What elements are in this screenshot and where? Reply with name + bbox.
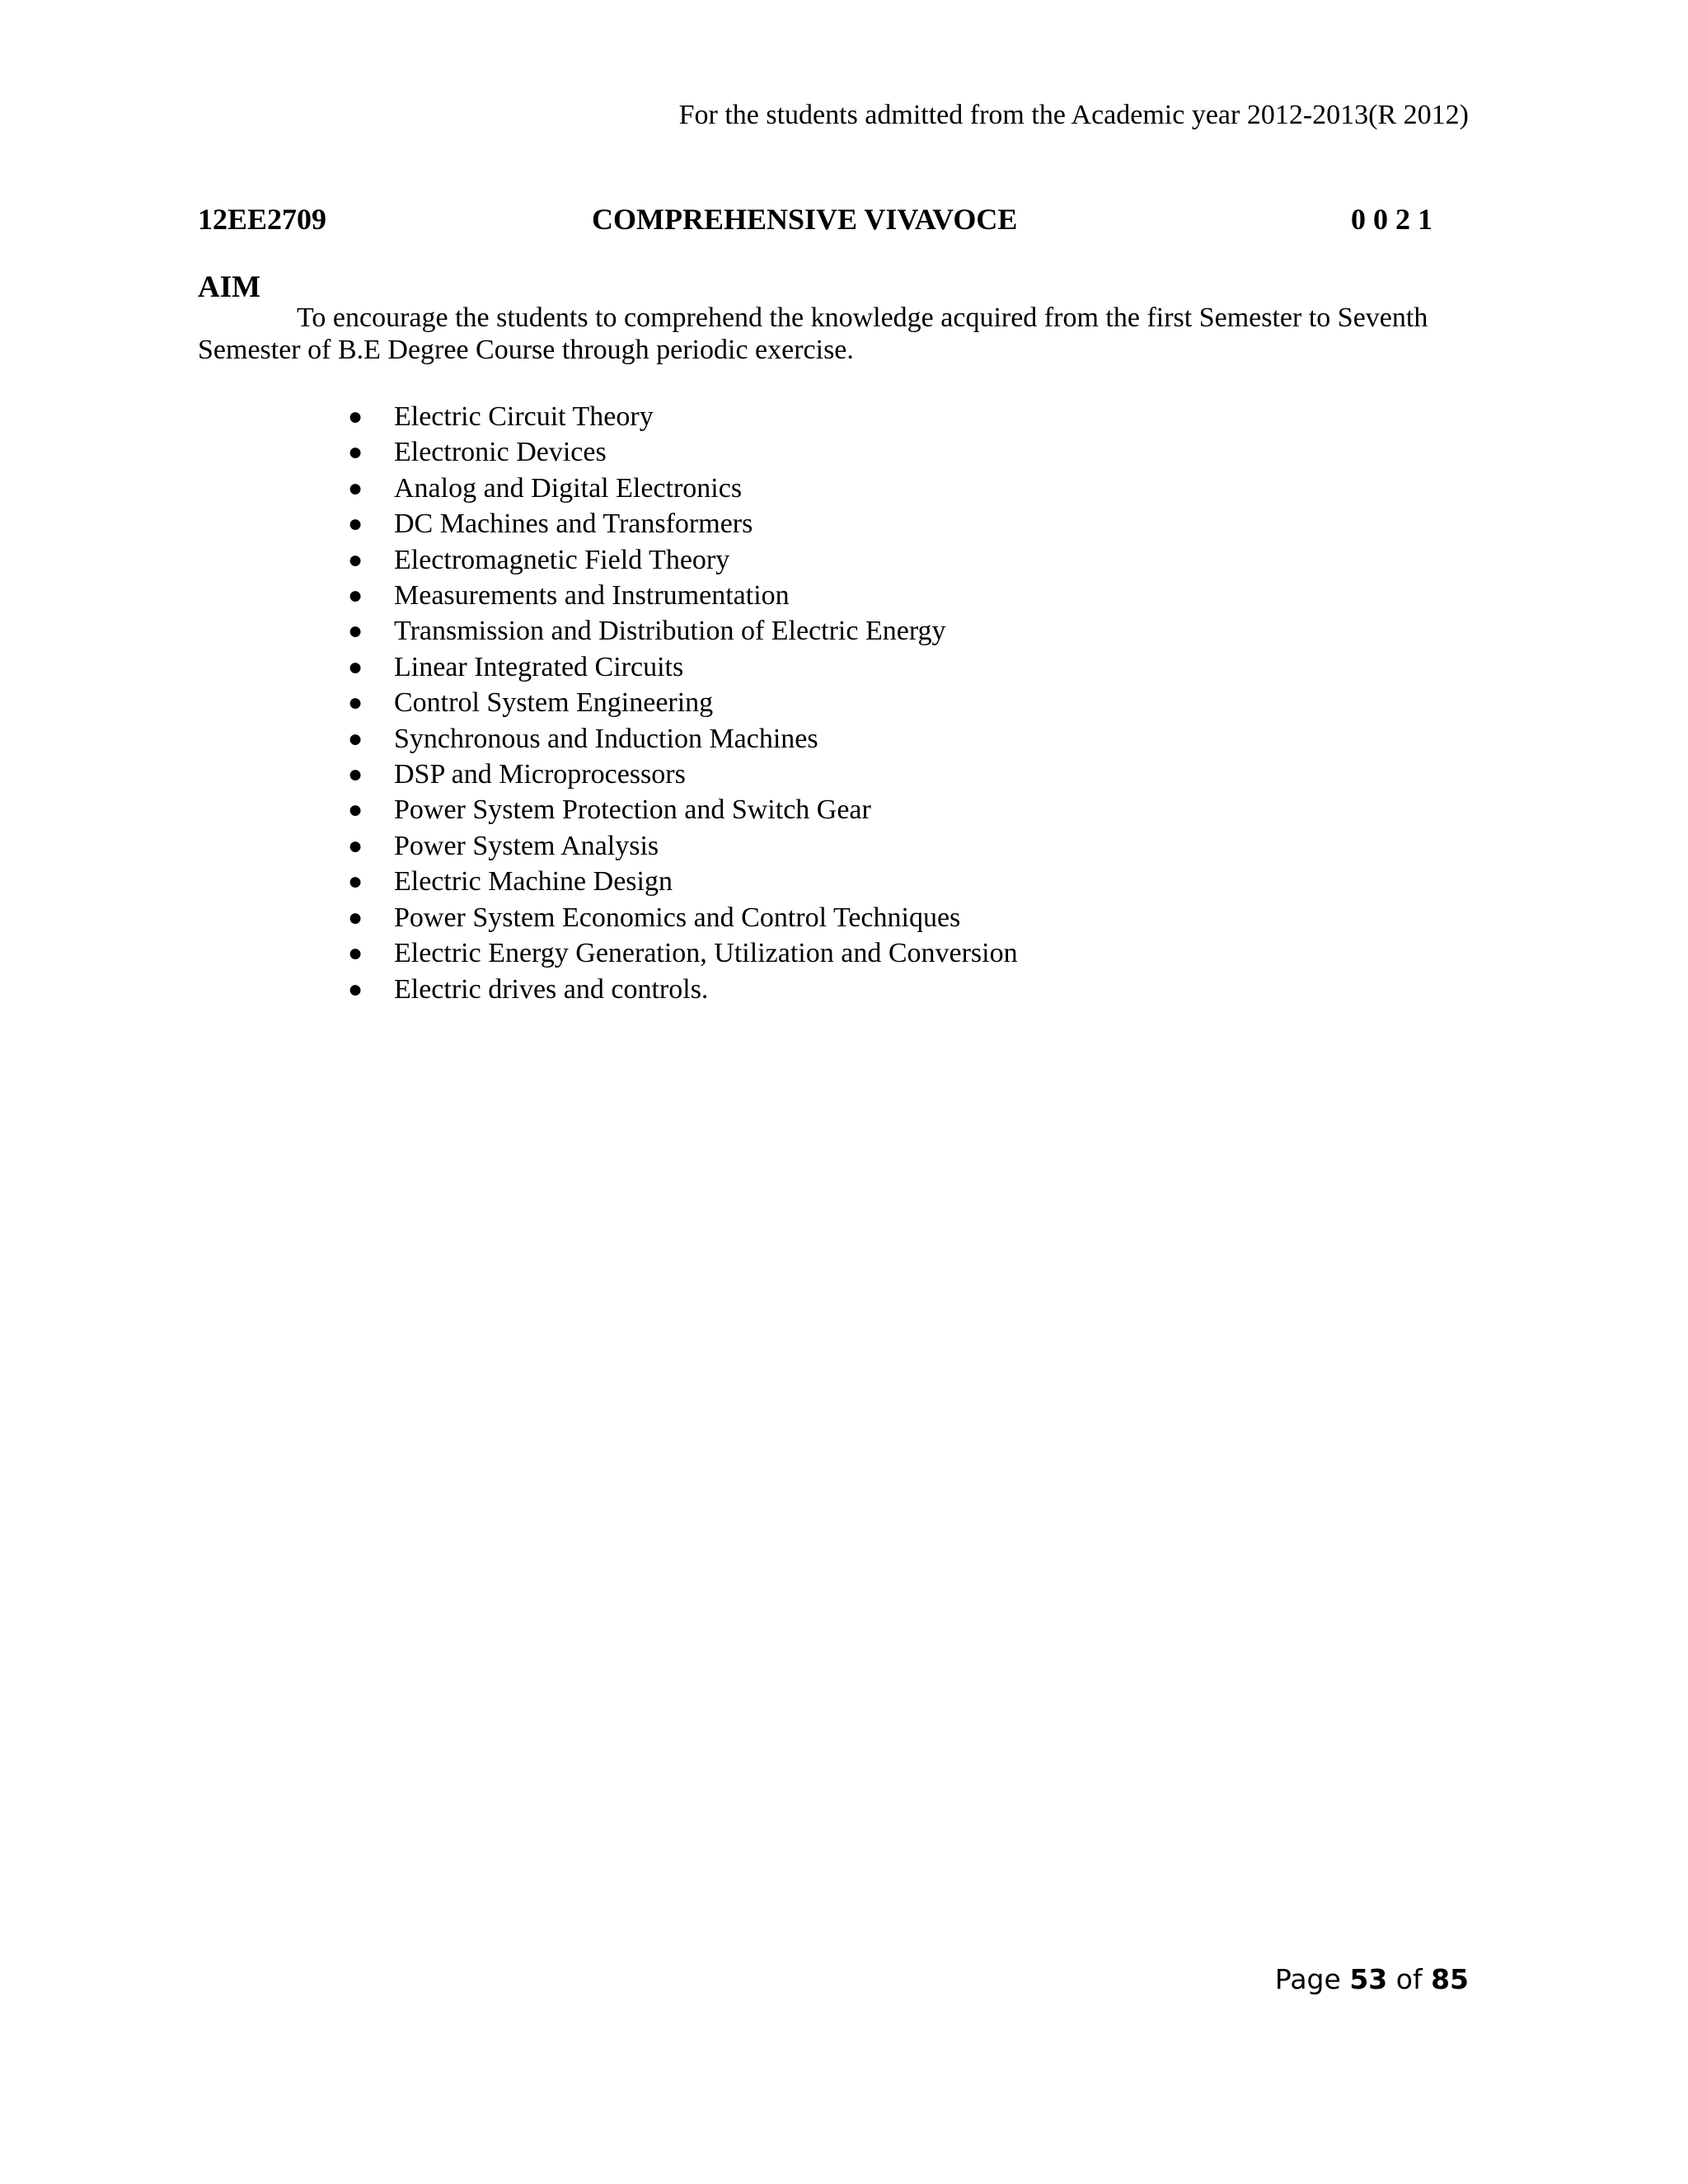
course-code: 12EE2709: [198, 203, 327, 236]
list-item: [343, 721, 1018, 757]
course-row: [198, 199, 1434, 239]
page-label: Page: [1274, 1963, 1341, 1995]
list-item: [343, 828, 1018, 864]
bullet-icon: ●: [348, 832, 363, 860]
aim-heading: AIM: [198, 270, 261, 304]
topic-label: DSP and Microprocessors: [394, 759, 686, 790]
bullet-icon: ●: [348, 689, 363, 717]
topic-label: Electromagnetic Field Theory: [394, 544, 730, 575]
bullet-icon: ●: [348, 940, 363, 968]
list-item: [343, 649, 1018, 685]
list-item: [343, 900, 1018, 935]
page-current: 53: [1349, 1963, 1388, 1995]
list-item: [343, 578, 1018, 613]
bullet-icon: ●: [348, 724, 363, 752]
topic-label: Synchronous and Induction Machines: [394, 723, 818, 754]
header-note: For the students admitted from the Academic year 2012-2013(R 2012): [678, 100, 1469, 130]
list-item: [343, 757, 1018, 792]
of-label: of: [1395, 1963, 1423, 1995]
topic-label: Electric Machine Design: [394, 866, 673, 898]
bullet-icon: ●: [348, 582, 363, 610]
bullet-icon: ●: [348, 761, 363, 789]
bullet-icon: ●: [348, 474, 363, 502]
list-item: [343, 471, 1018, 506]
aim-paragraph: [198, 302, 1428, 366]
course-credits: 0 0 2 1: [1351, 203, 1432, 236]
bullet-icon: ●: [348, 868, 363, 896]
topic-label: Electric Energy Generation, Utilization and Conversion: [394, 938, 1018, 969]
list-item: [343, 613, 1018, 649]
topic-label: Power System Economics and Control Techniques: [394, 902, 961, 933]
topic-label: DC Machines and Transformers: [394, 509, 753, 540]
aim-line-1: To encourage the students to comprehend the knowledge acquired from the first Semester to Seventh: [297, 302, 1428, 333]
list-item: [343, 792, 1018, 827]
bullet-icon: ●: [348, 617, 363, 645]
page-total: 85: [1431, 1963, 1469, 1995]
topic-label: Measurements and Instrumentation: [394, 580, 790, 612]
bullet-icon: ●: [348, 438, 363, 466]
bullet-icon: ●: [348, 653, 363, 681]
bullet-icon: ●: [348, 796, 363, 824]
topic-label: Power System Analysis: [394, 830, 659, 861]
course-title: COMPREHENSIVE VIVAVOCE: [592, 203, 1018, 236]
list-item: [343, 685, 1018, 720]
aim-line-2: Semester of B.E Degree Course through periodic exercise.: [198, 335, 854, 365]
topic-label: Linear Integrated Circuits: [394, 651, 684, 682]
bullet-icon: ●: [348, 403, 363, 430]
bullet-icon: ●: [348, 510, 363, 538]
bullet-icon: ●: [348, 975, 363, 1003]
list-item: [343, 864, 1018, 899]
topic-label: Electric Circuit Theory: [394, 401, 654, 432]
bullet-icon: ●: [348, 903, 363, 931]
topic-label: Power System Protection and Switch Gear: [394, 794, 871, 826]
topic-label: Electronic Devices: [394, 437, 607, 468]
topic-label: Analog and Digital Electronics: [394, 472, 743, 504]
bullet-icon: ●: [348, 546, 363, 574]
topic-list: [343, 399, 1018, 1007]
list-item: [343, 399, 1018, 434]
topic-label: Transmission and Distribution of Electric Energy: [394, 616, 946, 647]
list-item: [343, 542, 1018, 578]
list-item: [343, 434, 1018, 470]
list-item: [343, 935, 1018, 971]
list-item: [343, 972, 1018, 1007]
topic-label: Control System Engineering: [394, 687, 714, 719]
page-footer: [1275, 1961, 1469, 1998]
list-item: [343, 506, 1018, 541]
topic-label: Electric drives and controls.: [394, 973, 709, 1005]
